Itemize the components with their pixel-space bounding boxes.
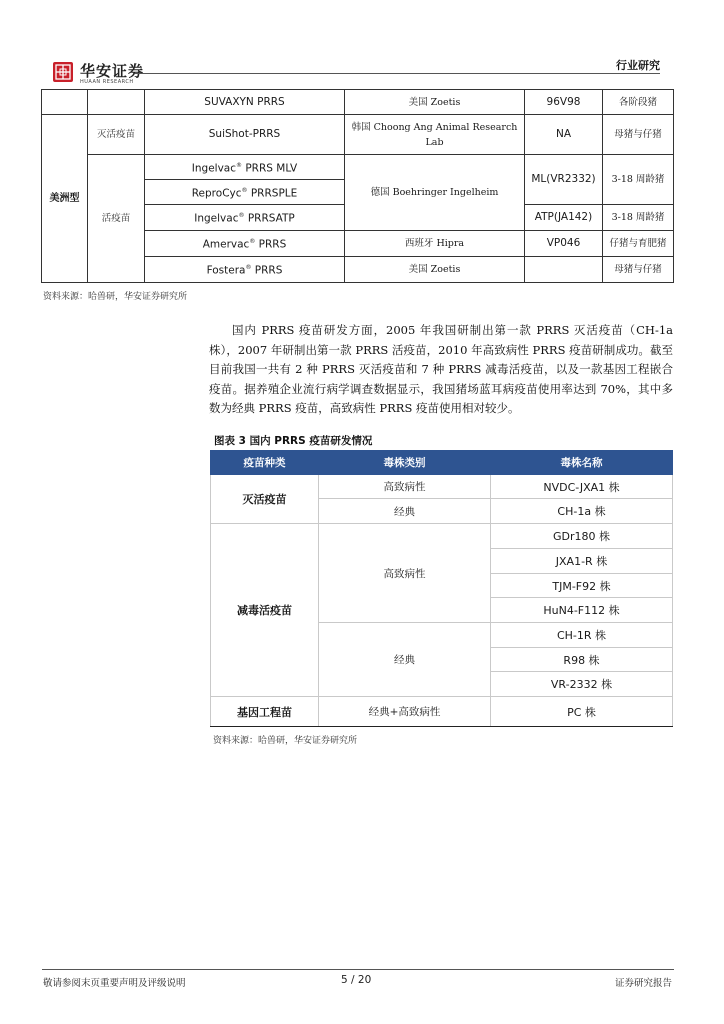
- domestic-vaccine-table: [210, 450, 673, 727]
- vaccine-type: 基因工程苗: [211, 697, 319, 727]
- strain-name: NVDC-JXA1 株: [491, 475, 673, 499]
- group-label: 美洲型: [42, 115, 88, 283]
- strain: 96V98: [525, 90, 603, 115]
- strain-name: JXA1-R 株: [491, 549, 673, 574]
- strain-class: 经典: [319, 623, 491, 697]
- company: 韩国 Choong Ang Animal Research Lab: [345, 115, 525, 155]
- table-source-note: 资料来源：哈兽研，华安证券研究所: [43, 292, 188, 302]
- vaccine-name: Ingelvac® PRRS MLV: [145, 155, 345, 180]
- table-row: [42, 115, 674, 155]
- header-divider: [135, 73, 660, 74]
- table-row: [42, 155, 674, 180]
- foreign-vaccine-table: [41, 89, 674, 283]
- column-header: 疫苗种类: [211, 451, 319, 475]
- company: 西班牙 Hipra: [345, 231, 525, 257]
- figure-source-note: 资料来源：哈兽研，华安证券研究所: [213, 736, 358, 746]
- footer-disclaimer: 敬请参阅末页重要声明及评级说明: [43, 978, 186, 989]
- company: 美国 Zoetis: [345, 90, 525, 115]
- vaccine-name: SuiShot-PRRS: [145, 115, 345, 155]
- strain: NA: [525, 115, 603, 155]
- strain-name: GDr180 株: [491, 524, 673, 549]
- strain: ATP(JA142): [525, 205, 603, 231]
- strain: [525, 257, 603, 283]
- vaccine-name: Fostera® PRRS: [145, 257, 345, 283]
- footer-divider: [42, 969, 674, 970]
- vaccine-name: ReproCyc® PRRSPLE: [145, 180, 345, 205]
- target-pigs: 3-18 周龄猪: [603, 205, 674, 231]
- category-label: 活疫苗: [88, 155, 145, 283]
- logo-seal-icon: [53, 62, 73, 82]
- table-row: [42, 90, 674, 115]
- vaccine-type: 灭活疫苗: [211, 475, 319, 524]
- vaccine-name: Amervac® PRRS: [145, 231, 345, 257]
- vaccine-name: SUVAXYN PRRS: [145, 90, 345, 115]
- strain-class: 高致病性: [319, 475, 491, 499]
- body-paragraph: [209, 321, 673, 419]
- figure-title: 图表 3 国内 PRRS 疫苗研发情况: [214, 435, 373, 447]
- company: 德国 Boehringer Ingelheim: [345, 155, 525, 231]
- target-pigs: 3-18 周龄猪: [603, 155, 674, 205]
- strain-class: 经典: [319, 499, 491, 524]
- column-header: 毒株名称: [491, 451, 673, 475]
- page-number: 5 / 20: [341, 974, 372, 986]
- strain-class: 高致病性: [319, 524, 491, 623]
- target-pigs: 母猪与仔猪: [603, 115, 674, 155]
- table-row: [211, 697, 673, 727]
- strain-name: CH-1a 株: [491, 499, 673, 524]
- table-row: [211, 524, 673, 549]
- section-label: 行业研究: [616, 59, 660, 72]
- category-label: 灭活疫苗: [88, 115, 145, 155]
- company: 美国 Zoetis: [345, 257, 525, 283]
- strain-name: CH-1R 株: [491, 623, 673, 648]
- paragraph-text: 国内 PRRS 疫苗研发方面，2005 年我国研制出第一款 PRRS 灭活疫苗（CH-1a 株），2007 年研制出第一款 PRRS 活疫苗，2010 年高致病性 PRRS 疫苗研制成功。截至目前我国一共有 2 种 PRRS 灭活疫苗和 7 种 PRRS 减毒活疫苗，以及一款基因工程嵌合疫苗。据养殖企业流行病学调查数据显示，我国猪场蓝耳病疫苗使用率达到 70%，其中多数为经典 PRRS 疫苗，高致病性 PRRS 疫苗使用相对较少。: [209, 323, 673, 415]
- strain-class: 经典+高致病性: [319, 697, 491, 727]
- footer-report-type: 证券研究报告: [614, 978, 672, 989]
- strain-name: HuN4-F112 株: [491, 598, 673, 623]
- strain-name: PC 株: [491, 697, 673, 727]
- strain: ML(VR2332): [525, 155, 603, 205]
- table-cell: [42, 90, 88, 115]
- strain-name: TJM-F92 株: [491, 574, 673, 598]
- strain: VP046: [525, 231, 603, 257]
- target-pigs: 各阶段猪: [603, 90, 674, 115]
- table-header-row: [211, 451, 673, 475]
- strain-name: R98 株: [491, 648, 673, 672]
- target-pigs: 母猪与仔猪: [603, 257, 674, 283]
- logo-subtitle: HUAAN RESEARCH: [80, 79, 134, 85]
- target-pigs: 仔猪与育肥猪: [603, 231, 674, 257]
- column-header: 毒株类别: [319, 451, 491, 475]
- vaccine-type: 减毒活疫苗: [211, 524, 319, 697]
- table-cell: [88, 90, 145, 115]
- table-row: [211, 475, 673, 499]
- strain-name: VR-2332 株: [491, 672, 673, 697]
- logo-name: 华安证券: [80, 62, 145, 80]
- vaccine-name: Ingelvac® PRRSATP: [145, 205, 345, 231]
